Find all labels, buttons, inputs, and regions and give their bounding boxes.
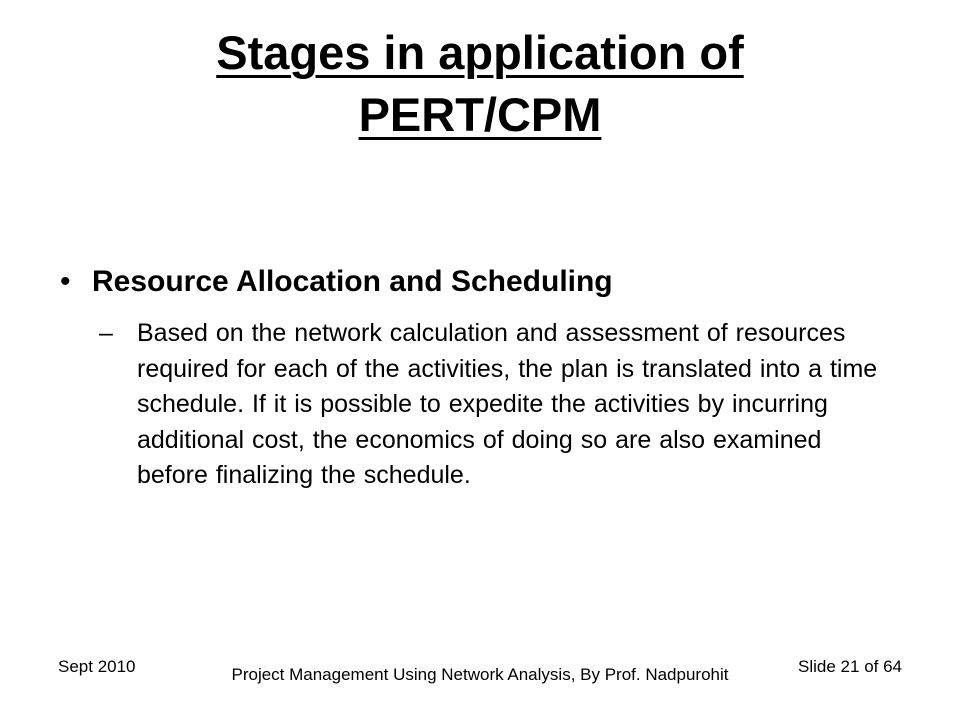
bullet-item	[60, 262, 910, 302]
footer-title: Project Management Using Network Analysis, By Prof. Nadpurohit	[231, 665, 729, 684]
slide-title-line-2: PERT/CPM	[358, 88, 602, 141]
sub-bullet-item	[99, 316, 910, 494]
sub-bullet-marker: –	[99, 319, 113, 347]
footer-slide-number: Slide 21 of 64	[798, 657, 902, 676]
sub-bullet-text: Based on the network calculation and assessment of resources required for each of the activities, the plan is translated into a time schedule. If it is possible to expedite the activities by incurring additional cost, the economics of doing so are also examined before finalizing the schedule.	[137, 319, 878, 489]
slide-content	[60, 262, 910, 494]
slide-title-line-1: Stages in application of	[216, 26, 744, 79]
bullet-heading: Resource Allocation and Scheduling	[92, 265, 613, 298]
footer-date: Sept 2010	[58, 657, 136, 676]
slide-title	[60, 22, 900, 146]
bullet-marker: •	[60, 265, 71, 298]
